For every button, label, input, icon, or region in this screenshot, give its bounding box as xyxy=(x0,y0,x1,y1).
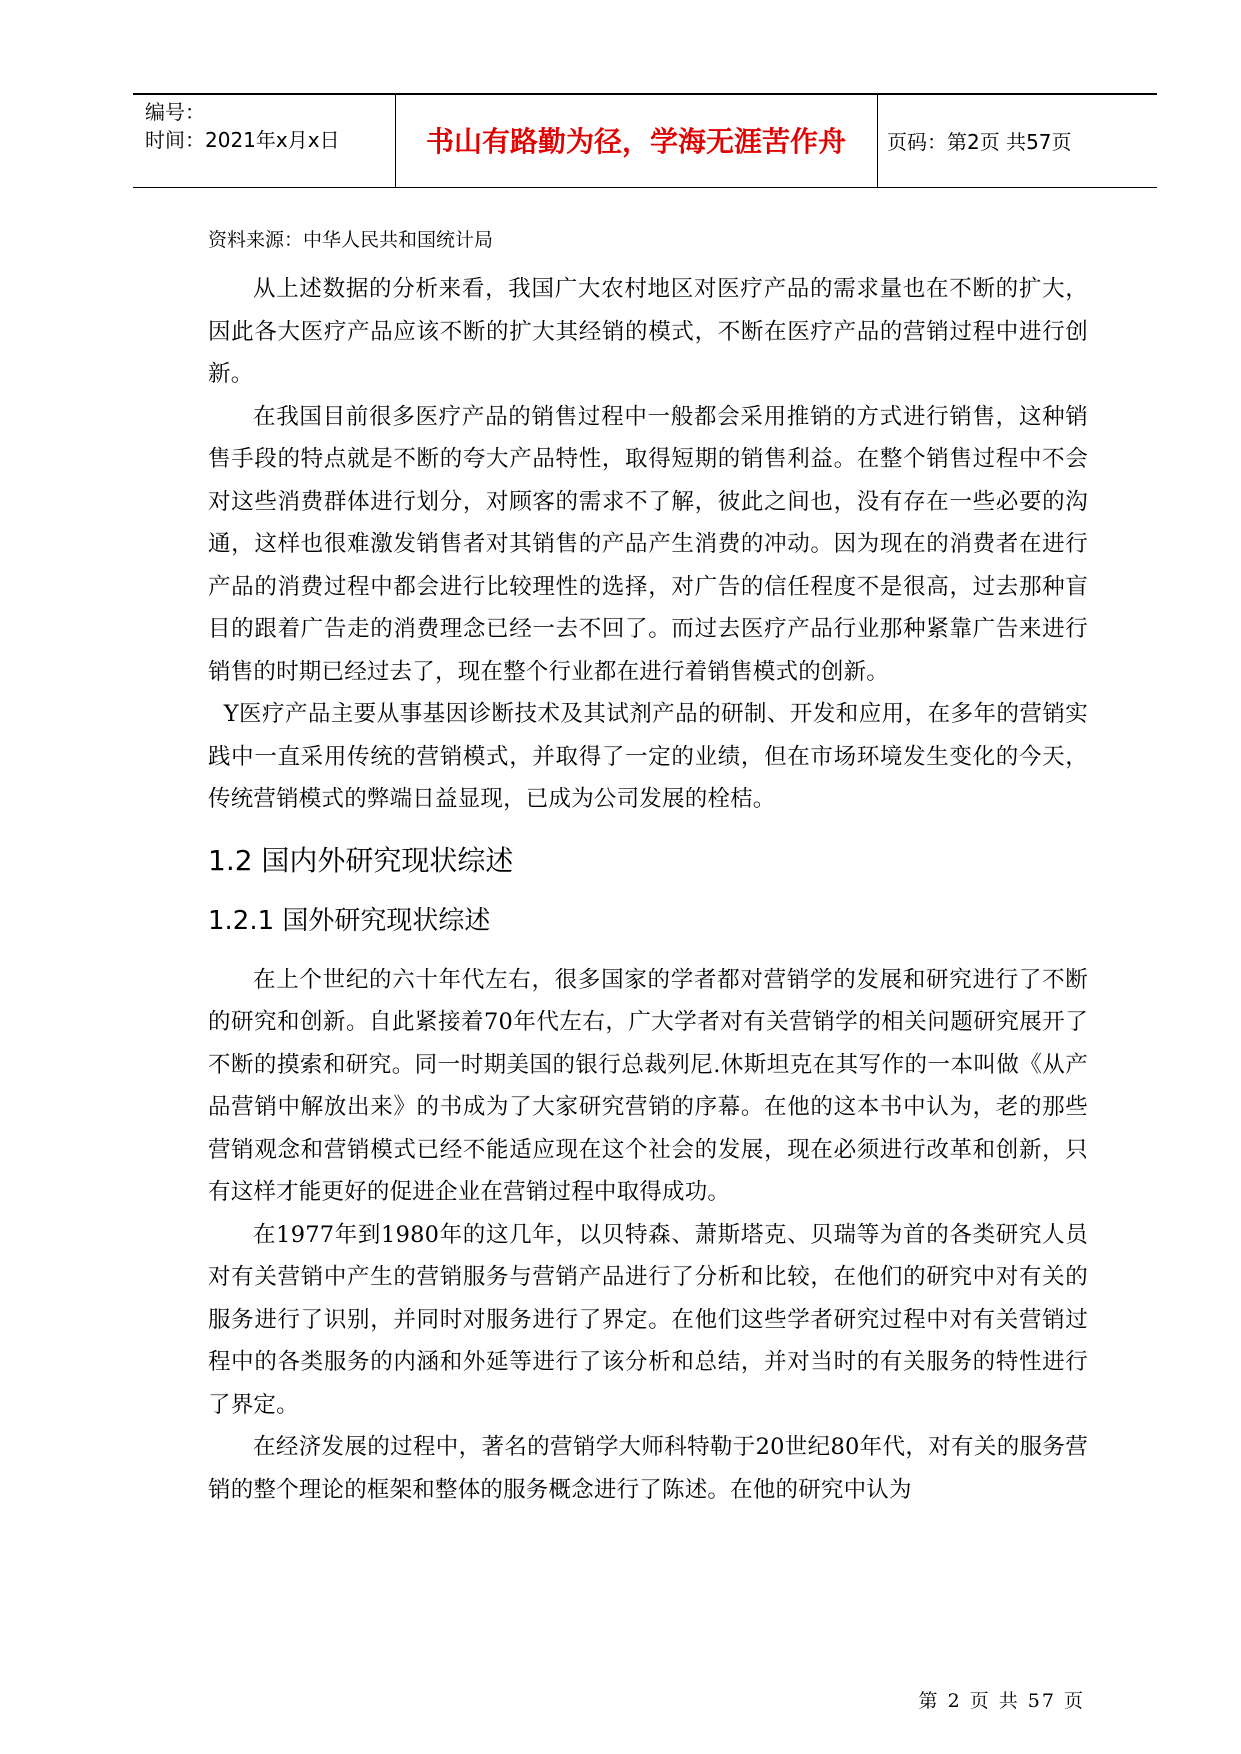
paragraph: 从上述数据的分析来看，我国广大农村地区对医疗产品的需求量也在不断的扩大，因此各大医疗产品应该不断的扩大其经销的模式，不断在医疗产品的营销过程中进行创新。 xyxy=(208,276,1088,387)
paragraph: 在1977年到1980年的这几年，以贝特森、萧斯塔克、贝瑞等为首的各类研究人员对有关营销中产生的营销服务与营销产品进行了分析和比较，在他们的研究中对有关的服务进行了识别，并同时对服务进行了界定。在他们这些学者研究过程中对有关营销过程中的各类服务的内涵和外延等进行了该分析和总结，并对当时的有关服务的特性进行了界定。 xyxy=(208,1221,1088,1418)
doc-time-label: 时间：2021年x月x日 xyxy=(145,128,340,152)
header-divider xyxy=(877,93,878,187)
paragraph: 在我国目前很多医疗产品的销售过程中一般都会采用推销的方式进行销售，这种销售手段的特点就是不断的夸大产品特性，取得短期的销售利益。在整个销售过程中不会对这些消费群体进行划分，对顾客的需求不了解，彼此之间也，没有存在一些必要的沟通，这样也很难激发销售者对其销售的产品产生消费的冲动。因为现在的消费者在进行产品的消费过程中都会进行比较理性的选择，对广告的信任程度不是很高，过去那种盲目的跟着广告走的消费理念已经一去不回了。而过去医疗产品行业那种紧靠广告来进行销售的时期已经过去了，现在整个行业都在进行着销售模式的创新。 xyxy=(208,403,1088,685)
header-meta xyxy=(145,98,390,154)
header-page-info: 页码：第2页 共57页 xyxy=(887,129,1072,154)
paragraph: 在经济发展的过程中，著名的营销学大师科特勒于20世纪80年代，对有关的服务营销的整个理论的框架和整体的服务概念进行了陈述。在他的研究中认为 xyxy=(208,1434,1088,1503)
paragraph: 在上个世纪的六十年代左右，很多国家的学者都对营销学的发展和研究进行了不断的研究和创新。自此紧接着70年代左右，广大学者对有关营销学的相关问题研究展开了不断的摸索和研究。同一时期美国的银行总裁列尼.休斯坦克在其写作的一本叫做《从产品营销中解放出来》的书成为了大家研究营销的序幕。在他的这本书中认为，老的那些营销观念和营销模式已经不能适应现在这个社会的发展，现在必须进行改革和创新，只有这样才能更好的促进企业在营销过程中取得成功。 xyxy=(208,966,1088,1205)
section-heading: 1.2 国内外研究现状综述 xyxy=(208,843,514,877)
subsection-heading: 1.2.1 国外研究现状综述 xyxy=(208,905,491,936)
source-note: 资料来源：中华人民共和国统计局 xyxy=(208,229,494,251)
page-footer: 第 2 页 共 57 页 xyxy=(918,1690,1085,1712)
header-motto: 书山有路勤为径，学海无涯苦作舟 xyxy=(425,125,846,158)
header-bottom-rule xyxy=(133,187,1157,188)
paragraph: Y医疗产品主要从事基因诊断技术及其试剂产品的研制、开发和应用，在多年的营销实践中一直采用传统的营销模式，并取得了一定的业绩，但在市场环境发生变化的今天，传统营销模式的弊端日益显现，已成为公司发展的栓桔。 xyxy=(208,701,1088,812)
doc-number-label: 编号： xyxy=(145,100,205,124)
document-body xyxy=(208,224,1088,1511)
